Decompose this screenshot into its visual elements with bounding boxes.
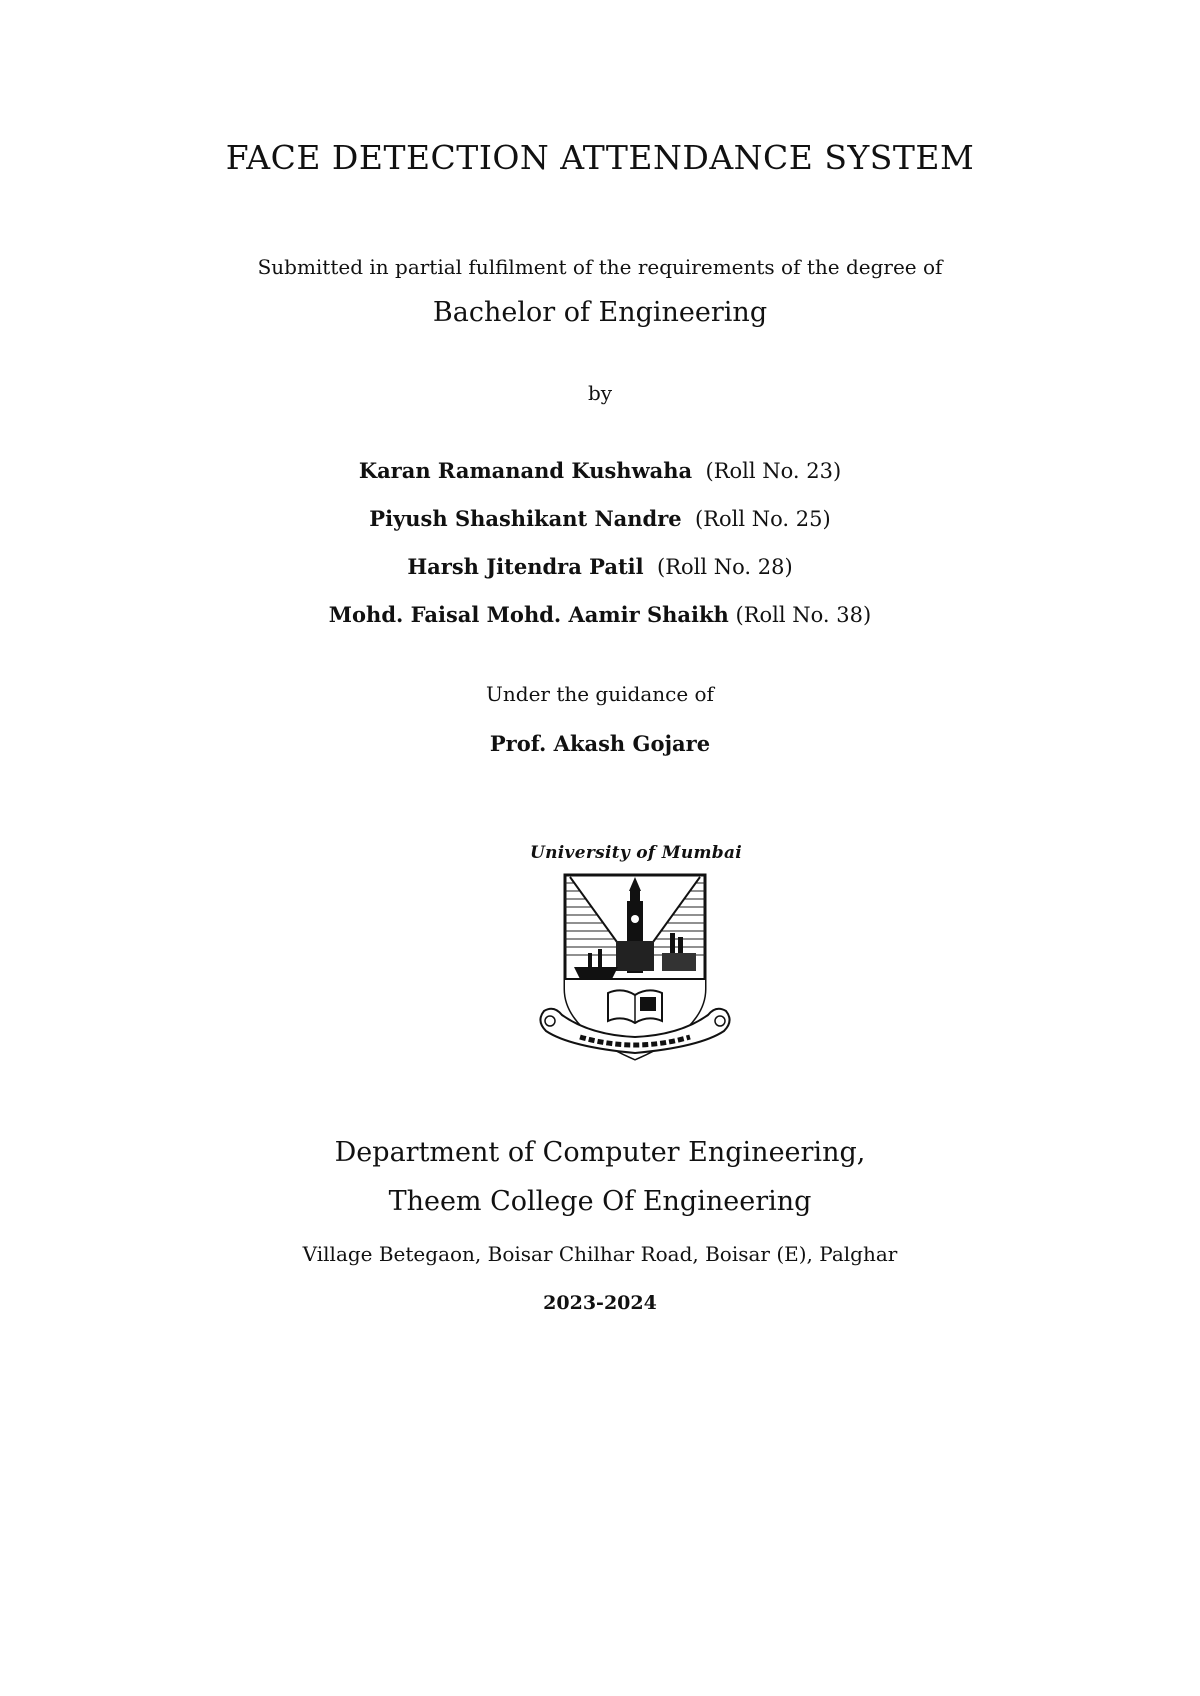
author-roll: (Roll No. 38) <box>735 603 872 627</box>
guidance-label: Under the guidance of <box>486 682 714 706</box>
college-name: Theem College Of Engineering <box>388 1186 812 1217</box>
university-logo <box>530 843 743 1075</box>
academic-year: 2023-2024 <box>543 1292 657 1314</box>
author-roll: (Roll No. 23) <box>705 459 842 483</box>
author-roll: (Roll No. 25) <box>695 507 831 531</box>
university-wordmark: University of Mumbai <box>530 843 743 863</box>
author-name: Karan Ramanand Kushwaha <box>358 458 693 483</box>
author-line <box>0 458 1200 483</box>
author-line <box>0 506 1200 531</box>
author-name: Harsh Jitendra Patil <box>407 554 644 579</box>
author-line <box>0 602 1200 627</box>
degree-name: Bachelor of Engineering <box>432 297 768 328</box>
department-name: Department of Computer Engineering, <box>334 1137 866 1168</box>
author-line <box>0 554 1200 579</box>
project-title: FACE DETECTION ATTENDANCE SYSTEM <box>225 138 975 177</box>
author-name: Piyush Shashikant Nandre <box>369 506 682 531</box>
by-label: by <box>587 381 613 405</box>
submission-statement: Submitted in partial fulfilment of the requirements of the degree of <box>257 255 943 279</box>
university-crest-icon <box>530 871 740 1075</box>
author-name: Mohd. Faisal Mohd. Aamir Shaikh <box>328 602 729 627</box>
college-address: Village Betegaon, Boisar Chilhar Road, Boisar (E), Palghar <box>302 1242 898 1266</box>
guide-name: Prof. Akash Gojare <box>489 731 711 756</box>
author-roll: (Roll No. 28) <box>657 555 793 579</box>
